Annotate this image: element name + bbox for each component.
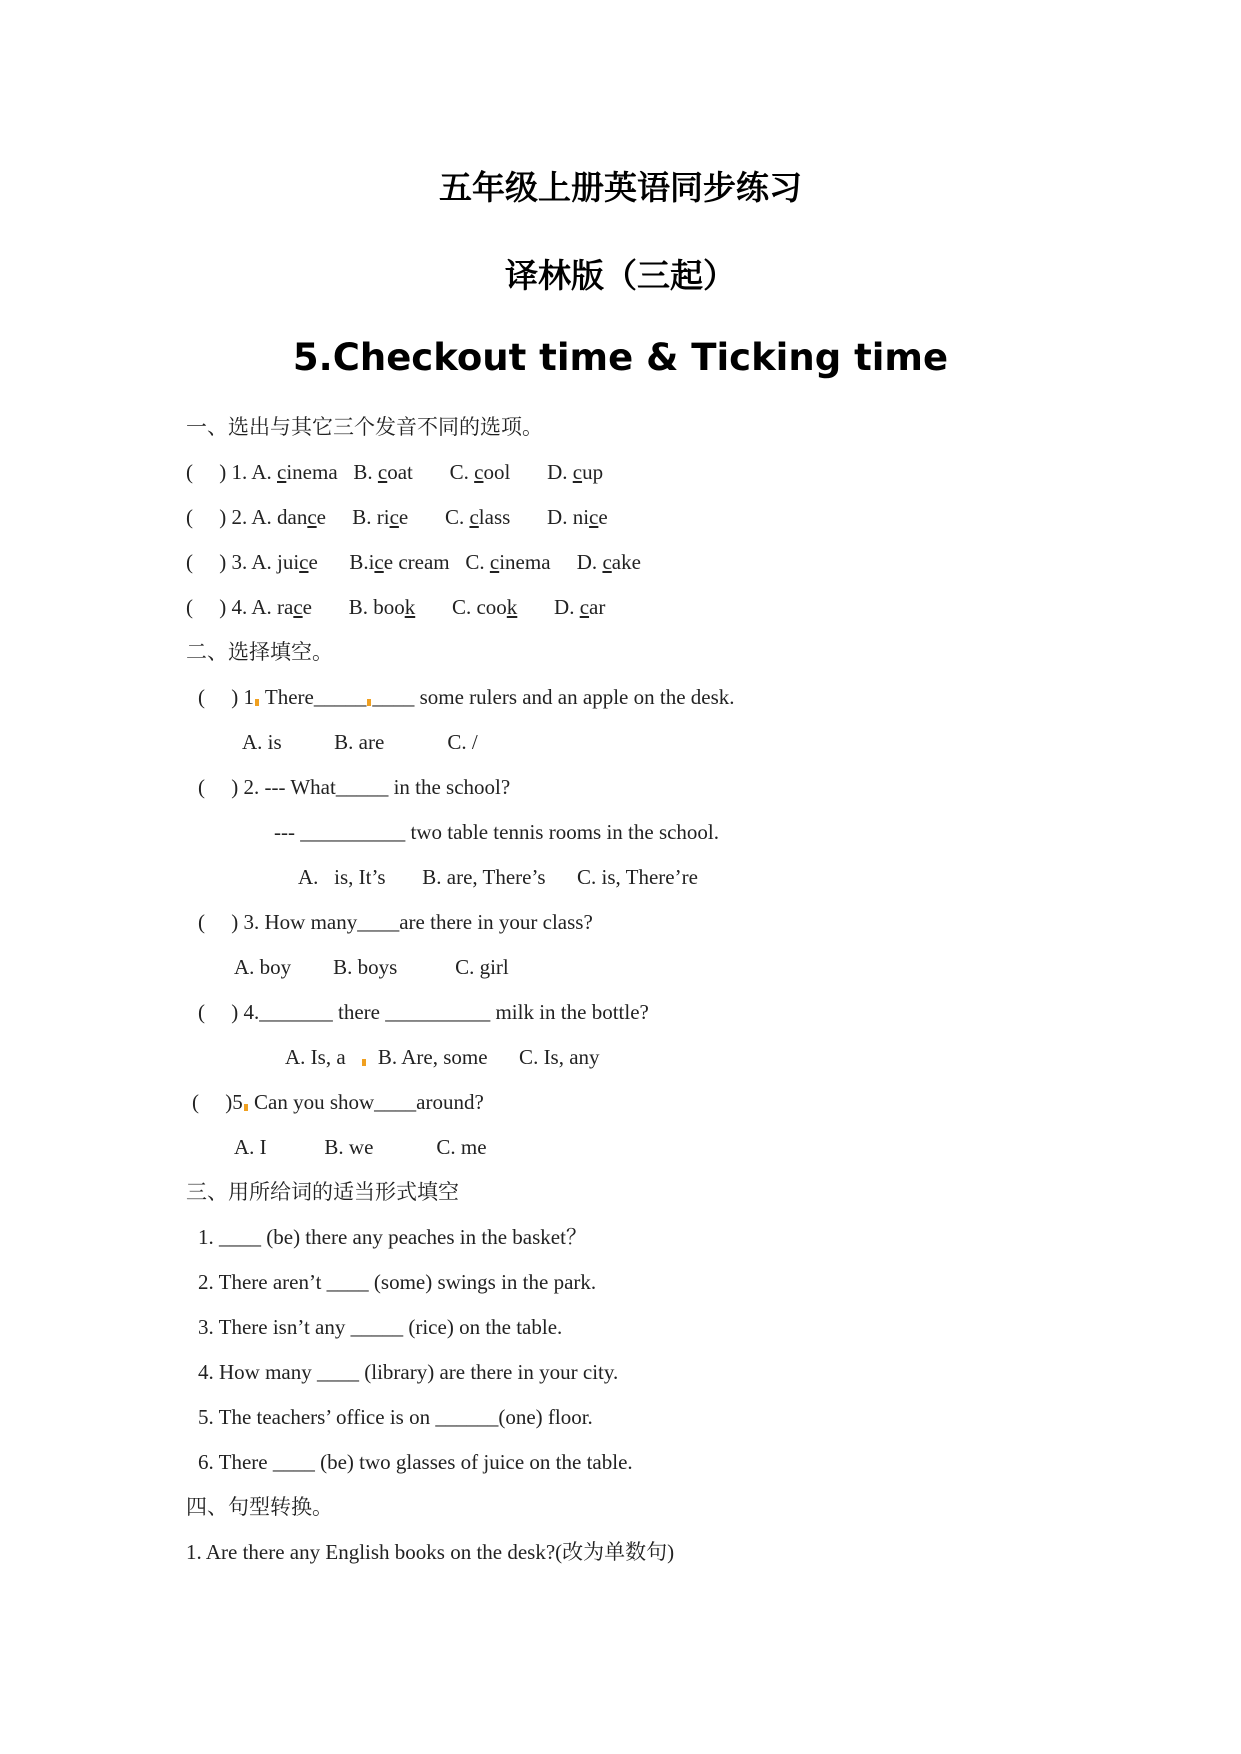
s3-item-5: 5. The teachers’ office is on ______(one) floor. [198,1405,593,1429]
worksheet-title: 五年级上册英语同步练习 [439,168,802,207]
s3-item-2: 2. There aren’t ____ (some) swings in the park. [198,1270,597,1294]
s1-question-4: ( ) 4. A. race B. book C. cook D. car [186,595,606,619]
s2-question-5-options: A. I B. we C. me [234,1135,487,1159]
s1-question-1: ( ) 1. A. cinema B. coat C. cool D. cup [186,460,604,484]
s3-item-1: 1. ____ (be) there any peaches in the basket？ [198,1225,587,1249]
s2-question-1-options: A. is B. are C. / [242,730,478,754]
highlight-mark [244,1104,248,1111]
s1-question-3: ( ) 3. A. juice B.ice cream C. cinema D. cake [186,550,641,574]
s3-item-6: 6. There ____ (be) two glasses of juice on the table. [198,1450,633,1474]
highlight-mark [255,699,259,706]
section-2-heading: 二、选择填空。 [186,640,333,664]
s2-question-3: ( ) 3. How many____are there in your class? [198,910,593,934]
s2-question-4: ( ) 4._______ there __________ milk in the bottle? [198,1000,649,1024]
section-4-heading: 四、句型转换。 [186,1495,333,1519]
s2-question-2-reply: --- __________ two table tennis rooms in the school. [274,820,720,844]
s2-question-2-options: A. is, It’s B. are, There’s C. is, There’re [298,865,698,889]
highlight-mark [367,699,371,706]
section-1-heading: 一、选出与其它三个发音不同的选项。 [186,415,543,439]
s2-question-4-options: A. Is, a B. Are, some C. Is, any [285,1045,600,1069]
s2-question-5: ( )5 Can you show____around? [192,1090,484,1114]
s3-item-3: 3. There isn’t any _____ (rice) on the table. [198,1315,563,1339]
edition-subtitle: 译林版（三起） [505,256,736,295]
s3-item-4: 4. How many ____ (library) are there in your city. [198,1360,619,1384]
highlight-mark [362,1059,366,1066]
s2-question-3-options: A. boy B. boys C. girl [234,955,509,979]
s1-question-2: ( ) 2. A. dance B. rice C. class D. nice [186,505,608,529]
s2-question-2: ( ) 2. --- What_____ in the school? [198,775,511,799]
s4-item-1: 1. Are there any English books on the desk?(改为单数句) [186,1540,675,1564]
unit-title: 5.Checkout time & Ticking time [292,336,949,379]
section-3-heading: 三、用所给词的适当形式填空 [186,1180,459,1204]
s2-question-1: ( ) 1 There_____ ____ some rulers and an apple on the desk. [198,685,735,709]
